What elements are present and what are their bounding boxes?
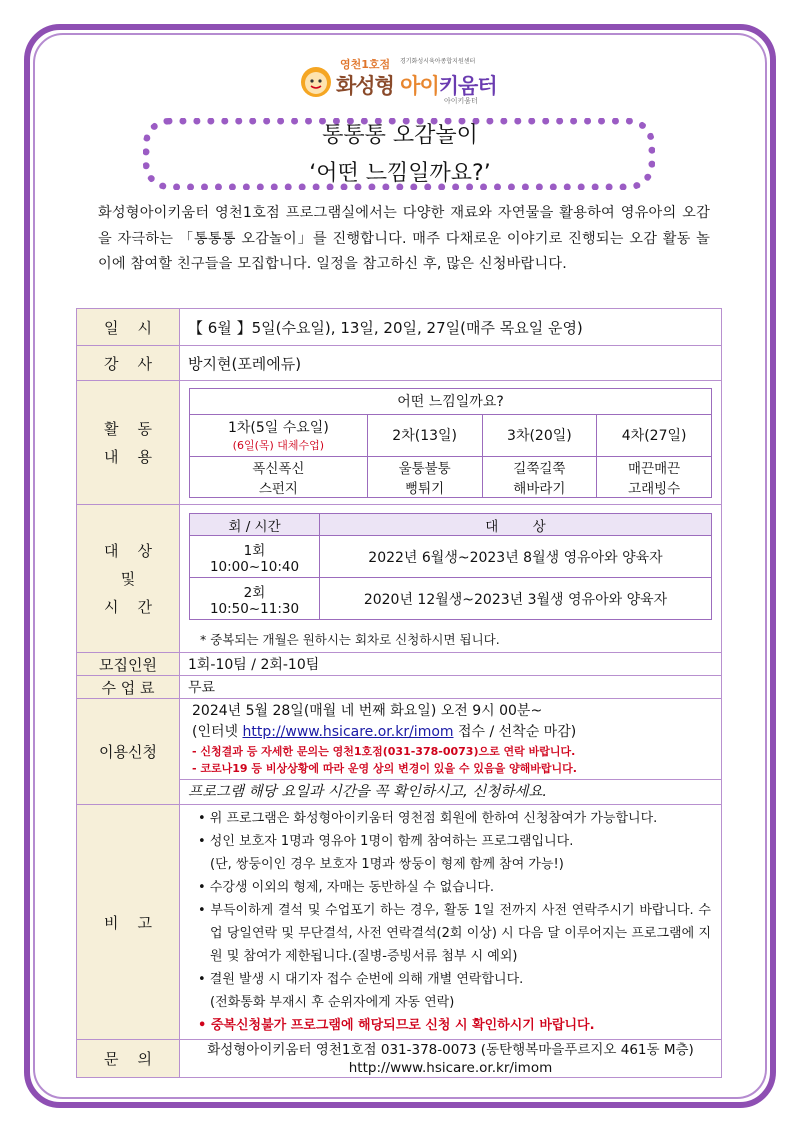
target-label	[77, 505, 180, 653]
instructor-label: 강 사	[77, 346, 180, 381]
apply-row	[77, 699, 722, 805]
capacity-row	[77, 653, 722, 676]
topic-1: 폭신폭신 스펀지	[190, 456, 368, 497]
session-1	[190, 414, 368, 456]
apply-italic-note: 프로그램 해당 요일과 시간을 꼭 확인하시고, 신청하세요.	[180, 779, 721, 804]
activity-label-line1: 활 동	[103, 419, 153, 438]
target-col-session: 회 / 시간	[190, 514, 320, 536]
activity-row	[77, 381, 722, 505]
contact-url[interactable]: http://www.hsicare.or.kr/imom	[348, 1059, 553, 1076]
apply-label: 이용신청	[77, 699, 180, 805]
logo	[296, 52, 506, 116]
target-label-line3: 시 간	[103, 597, 153, 616]
contact-row	[77, 1040, 722, 1078]
fee-row	[77, 676, 722, 699]
logo-small-text: 아이키움터	[444, 97, 478, 105]
remarks-label: 비 고	[77, 805, 180, 1040]
schedule-row	[77, 309, 722, 346]
instructor-value: 방지현(포레에듀)	[180, 346, 722, 381]
fee-value: 무료	[180, 676, 722, 699]
remark-item: (전화통화 부재시 후 순위자에게 자동 연락)	[210, 995, 455, 1010]
target-table	[189, 513, 712, 620]
remark-item: • 위 프로그램은 화성형아이키움터 영천점 회원에 한하여 신청참여가 가능합니다.	[198, 811, 658, 826]
remark-item: • 부득이하게 결석 및 수업포기 하는 경우, 활동 1일 전까지 사전 연락주시기 바랍니다. 수업 당일연락 및 무단결석, 사전 연락결석(2회 이상) 시 다음 달 이루어지는 프로그램에 지원 및 참여가 제한됩니다.(질병-증빙서류 첨부 시 예외)	[198, 903, 711, 964]
intro-paragraph: 화성형아이키움터 영천1호점 프로그램실에서는 다양한 재료와 자연물을 활용하여 영유아의 오감을 자극하는 「통통통 오감놀이」를 진행합니다. 매주 다채로운 이야기로 진행되는 오감 활동 놀이에 참여할 친구들을 모집합니다. 일정을 참고하신 후, 많은 신청바랍니다.	[98, 205, 710, 272]
target-row	[77, 505, 722, 653]
apply-cell	[180, 699, 722, 805]
target-cell	[180, 505, 722, 653]
schedule-value: 【 6월 】5일(수요일), 13일, 20일, 27일(매주 목요일 운영)	[180, 309, 722, 346]
target-1-desc: 2022년 6월생~2023년 8월생 영유아와 양육자	[320, 536, 712, 578]
remark-item: • 성인 보호자 1명과 영유아 1명이 함께 참여하는 프로그램입니다.	[198, 834, 574, 849]
remark-red-item: • 중복신청불가 프로그램에 해당되므로 신청 시 확인하시기 바랍니다.	[198, 1018, 595, 1033]
capacity-value: 1회-10팀 / 2회-10팀	[180, 653, 722, 676]
topic-2: 울퉁불퉁 뻥튀기	[367, 456, 482, 497]
remark-item: (단, 쌍둥이인 경우 보호자 1명과 쌍둥이 형제 함께 참여 가능!)	[210, 857, 564, 872]
contact-cell	[180, 1040, 722, 1078]
apply-line2: (인터넷 http://www.hsicare.or.kr/imom 접수 / 선착순 마감)	[192, 724, 577, 740]
logo-branch-text: 영천1호점	[340, 58, 391, 71]
contact-line1: 화성형아이키움터 영천1호점 031-378-0073 (동탄행복마을푸르지오 461동 M층)	[207, 1041, 694, 1058]
contact-label: 문 의	[77, 1040, 180, 1078]
title-line1: 통통통 오감놀이	[322, 123, 478, 148]
apply-line1: 2024년 5월 28일(매월 네 번째 화요일) 오전 9시 00분~	[192, 703, 543, 719]
activity-header: 어떤 느낌일까요?	[190, 388, 712, 414]
remarks-row	[77, 805, 722, 1040]
session-1-note: (6일(목) 대체수업)	[232, 439, 325, 452]
sun-face-icon	[296, 62, 336, 102]
session-4: 4차(27일)	[597, 414, 712, 456]
target-2-desc: 2020년 12월생~2023년 3월생 영유아와 양육자	[320, 578, 712, 620]
capacity-label: 모집인원	[77, 653, 180, 676]
instructor-row	[77, 346, 722, 381]
remarks-cell	[180, 805, 722, 1040]
target-1-session: 1회 10:00~10:40	[190, 536, 320, 578]
remarks-list	[186, 807, 711, 1037]
topic-4: 매끈매끈 고래빙수	[597, 456, 712, 497]
session-2: 2차(13일)	[367, 414, 482, 456]
activity-label-line2: 내 용	[103, 447, 153, 466]
apply-red2: - 코로나19 등 비상상황에 따라 운영 상의 변경이 있을 수 있음을 양해바랍니다.	[192, 762, 577, 775]
target-label-line2: 및	[120, 569, 136, 588]
logo-org-text: 경기화성시육아종합지원센터	[400, 58, 476, 65]
target-note: * 중복되는 개월은 원하시는 회차로 신청하시면 됩니다.	[200, 632, 500, 647]
info-table	[76, 308, 722, 1078]
fee-label: 수 업 료	[77, 676, 180, 699]
apply-red1: - 신청결과 등 자세한 문의는 영천1호점(031-378-0073)으로 연락 바랍니다.	[192, 745, 576, 758]
title-line2: ‘어떤 느낌일까요?’	[309, 161, 491, 186]
activity-table	[189, 388, 712, 498]
activity-cell	[180, 381, 722, 505]
target-label-line1: 대 상	[103, 541, 153, 560]
target-2-session: 2회 10:50~11:30	[190, 578, 320, 620]
topic-3: 길쭉길쭉 해바라기	[482, 456, 597, 497]
session-3: 3차(20일)	[482, 414, 597, 456]
remark-item: • 수강생 이외의 형제, 자매는 동반하실 수 없습니다.	[198, 880, 495, 895]
target-col-target: 대 상	[320, 514, 712, 536]
activity-label	[77, 381, 180, 505]
session-1-name: 1차(5일 수요일)	[227, 420, 329, 436]
logo-main-text: 화성형 아이키움터	[336, 74, 497, 98]
schedule-label: 일 시	[77, 309, 180, 346]
apply-link[interactable]: http://www.hsicare.or.kr/imom	[242, 724, 454, 740]
remark-item: • 결원 발생 시 대기자 접수 순번에 의해 개별 연락합니다.	[198, 972, 524, 987]
